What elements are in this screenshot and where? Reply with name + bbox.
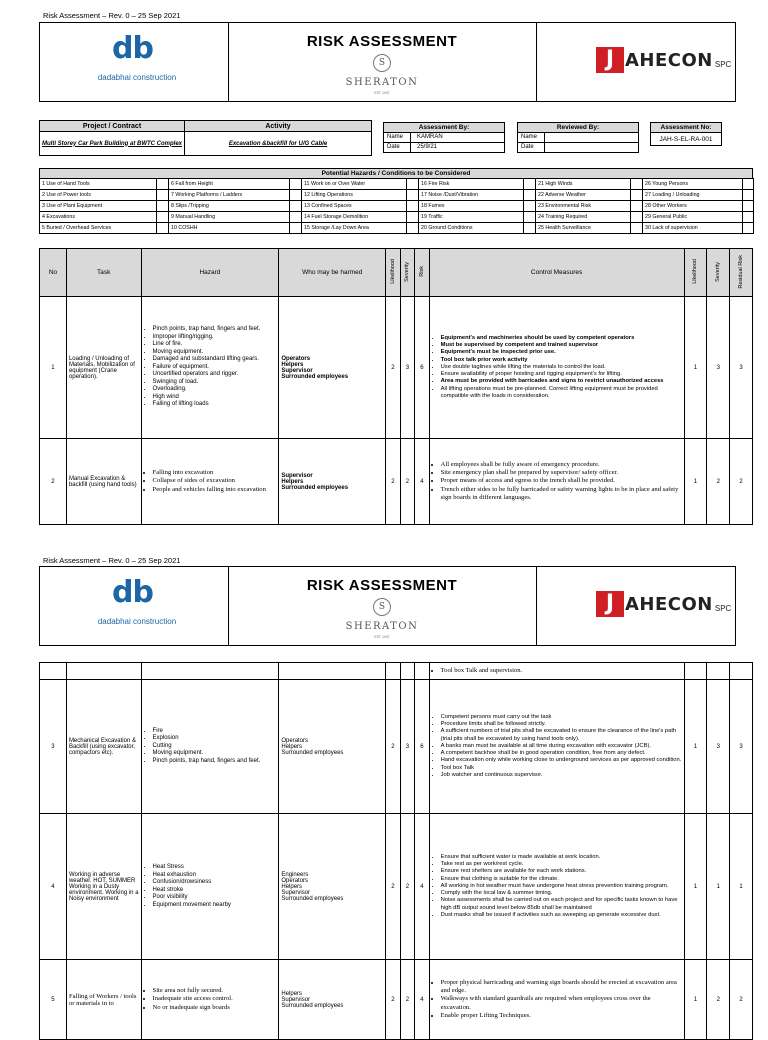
list-item: • Pinch points, trap hand, fingers and feet. (153, 758, 277, 766)
title-block (228, 23, 537, 101)
harmed-party: Surrounded employees (281, 373, 349, 380)
jahecon-suffix: SPC (714, 59, 732, 69)
assessment-no-label: Assessment No: (650, 122, 722, 133)
db-logo-mark: db (112, 575, 153, 610)
list-item: • Equipment's must be inspected prior use. (441, 349, 682, 356)
list-item: • Fire (153, 728, 277, 736)
hazards-row: 4 Excavations 9 Manual Handling 14 Fuel Storage Demolition 19 Traffic 24 Training Required 29 General Public (40, 212, 754, 223)
col-severity: Severity (404, 261, 411, 282)
revision-line: Risk Assessment – Rev. 0 – 25 Sep 2021 (43, 11, 181, 20)
harmed-party: Operators (281, 355, 311, 362)
list-item: • Falling of lifting loads (153, 401, 277, 409)
table-row: 4 Working in adverse weather. HOT, SUMMER Working in a Dusty environment. Working in a Noisy environment • Heat Stress • Heat exhaustion • Confusion/drowsiness • Heat stroke • Poor visibility • Equipment movement nearby Engineers Operators Helpers Supervisor Surrounded employees 2 2 4 • Ensure that sufficient water is made available at work location. • Take rest as per work/rest cycle. • Ensure rest shelters are available for each work stations. • Ensure that clothing is suitable for the climate. • All working in hot weather must have undergone heat stress prevention training program. • Comply with the local law & summer timing. • Noise assessments shall be carried out on each project and for specific tasks known to have high dB output sound level below 85db shall be maintained • Dust masks shall be issued if activities such as sweeping up generate excessive dust. 1 1 1 (40, 814, 753, 960)
list-item: • High wind (153, 394, 277, 402)
list-item: • Uncertified operators and rigger. (153, 371, 277, 379)
list-item: • Line of fire. (153, 341, 277, 349)
table-row: 3 Mechanical Excavation & Backfill (using excavator, compactors etc). • Fire • Explosion • Cutting • Moving equipment. • Pinch points, trap hand, fingers and feet. Operators Helpers Surrounded employees 2 3 6 • Competent persons must carry out the task • Procedure limits shall be followed strictly. • A sufficient numbers of trial pits shall be excavated to ensure the clearance of the line's path (trial pits shall be excavated by using hand tools only). • A banks man must be available at all time during excavation with excavator (JCB). • A competent backhoe shall be in good operation condition, free from any defect. • Hand excavation only while working close to underground services as per approved condition. • Tool box Talk • Job watcher and continuous supervisor. 1 3 3 (40, 680, 753, 814)
list-item: • Proper physical barricading and warning sign boards should be erected at excavation area and edge. (441, 979, 682, 995)
list-item: • Take rest as per work/rest cycle. (441, 861, 682, 868)
document-title: RISK ASSESSMENT (306, 577, 458, 594)
harmed-party: Helpers (281, 743, 303, 750)
list-item: • Pinch points, trap hand, fingers and feet. (153, 326, 277, 334)
col-control: Control Measures (429, 249, 684, 297)
title-block (228, 567, 537, 645)
jahecon-mark-icon: J (596, 47, 624, 73)
col-task: Task (66, 249, 141, 297)
list-item: • Confusion/drowsiness (153, 879, 277, 887)
list-item: • Heat stroke (153, 887, 277, 895)
list-item: • Ensure availability of proper hoisting and rigging equipment's for lifting. (441, 371, 682, 378)
list-item: • Must be supervised by competent and trained supervisor (441, 342, 682, 349)
table-row: 1 Loading / Unloading of Materials, Mobilization of equipment (Crane operation). • Pinch points, trap hand, fingers and feet. • Improper lifting/rigging. • Line of fire. • Moving equipment. • Damaged and substandard lifting gears. • Failure of equipment. • Uncertified operators and rigger. • Swinging of load. • Overloading. • High wind • Falling of lifting loads Operators Helpers Supervisor Surrounded employees 2 3 6 • Equipment's and machineries should be used by competent operators • Must be supervised by competent and trained supervisor • Equipment's must be inspected prior use. • Tool box talk prior work activity • Use double taglines while lifting the materials to control the load. • Ensure availability of proper hoisting and rigging equipment's for lifting. • Area must be provided with barricades and signs to restrict unauthorized access • All lifting operations must be pre-planned. Correct lifting equipment must be provided compatible with the loads in consideration. 1 3 3 (40, 297, 753, 439)
list-item: • No or inadequate sign boards (153, 1004, 277, 1012)
assessed-date-label: Date (383, 142, 411, 153)
harmed-party: Surrounded employees (281, 749, 344, 756)
hazards-row: 3 Use of Plant Equipment 8 Slips /Tripping 13 Confined Spaces 18 Fumes 23 Environmental Risk 28 Other Workers (40, 201, 754, 212)
revision-line-2: Risk Assessment – Rev. 0 – 25 Sep 2021 (43, 556, 181, 565)
list-item: • Comply with the local law & summer timing. (441, 890, 682, 897)
assessed-by-label: Assessment By: (383, 122, 505, 133)
list-item: • Heat Stress (153, 864, 277, 872)
harmed-party: Supervisor (281, 996, 311, 1003)
page-header (39, 22, 736, 102)
list-item: • Ensure that sufficient water is made available at work location. (441, 854, 682, 861)
sheraton-emblem-icon: S (373, 598, 391, 616)
list-item: • People and vehicles falling into excavation (153, 486, 277, 494)
harmed-party: Helpers (281, 990, 303, 997)
list-item: • Falling into excavation (153, 469, 277, 477)
list-item: • Hand excavation only while working close to underground services as per approved condition. (441, 757, 682, 764)
list-item: • Ensure that clothing is suitable for the climate. (441, 876, 682, 883)
page-header-2 (39, 566, 736, 646)
assessed-date: 25/9/21 (410, 142, 505, 153)
jahecon-name: AHECON (625, 593, 713, 615)
reviewed-name-label: Name (517, 132, 545, 143)
sheraton-name: SHERATON (345, 77, 419, 88)
activity-label: Activity (184, 120, 372, 132)
jahecon-mark-icon: J (596, 591, 624, 617)
list-item: • Job watcher and continuous supervisor. (441, 772, 682, 779)
harmed-party: Supervisor (281, 367, 313, 374)
db-logo-name: dadabhai construction (97, 73, 177, 82)
project-label: Project / Contract (39, 120, 185, 132)
list-item: • All employees shall be fully aware of emergency procedure. (441, 461, 682, 469)
list-item: • Equipment movement nearby (153, 902, 277, 910)
harmed-party: Supervisor (281, 472, 313, 479)
activity-value: Excavation &backfill for U/G Cable (184, 131, 372, 156)
list-item: • Explosion (153, 735, 277, 743)
db-logo-mark: db (112, 31, 153, 66)
sheraton-est: EST 1937 (374, 91, 390, 95)
table-row (40, 663, 753, 680)
hazards-table (39, 178, 754, 234)
col-who: Who may be harmed (279, 249, 386, 297)
list-item: • Overloading. (153, 386, 277, 394)
list-item: • Moving equipment. (153, 349, 277, 357)
harmed-party: Supervisor (281, 889, 311, 896)
reviewed-date (544, 142, 639, 153)
list-item: • All working in hot weather must have undergone heat stress prevention training program. (441, 883, 682, 890)
list-item: • Inadequate site access control. (153, 995, 277, 1003)
list-item: • Failure of equipment. (153, 364, 277, 372)
list-item: • Site area not fully secured. (153, 987, 277, 995)
list-item: • Proper means of access and egress to the trench shall be provided. (441, 477, 682, 485)
harmed-party: Operators (281, 737, 309, 744)
list-item: • A banks man must be available at all time during excavation with excavator (JCB). (441, 743, 682, 750)
contractor-logo (536, 23, 735, 101)
hazards-row: 1 Use of Hand Tools 6 Fall from Height 11 Work on or Over Water 16 Fire Risk 21 High Winds 26 Young Persons (40, 179, 754, 190)
list-item: • Tool box Talk and supervision. (441, 667, 682, 675)
assessed-name: KAMRAN (410, 132, 505, 143)
list-item: • Heat exhaustion (153, 872, 277, 880)
col-residual: Residual Risk (738, 254, 745, 289)
list-item: • Collapse of sides of excavation (153, 477, 277, 485)
sheraton-emblem-icon: S (373, 54, 391, 72)
risk-table-page-1 (39, 248, 753, 525)
hazards-title: Potential Hazards / Conditions to be Considered (39, 168, 753, 179)
list-item: • Moving equipment. (153, 750, 277, 758)
col-likelihood: Likelihood (389, 259, 396, 284)
list-item: • Enable proper Lifting Techniques. (441, 1012, 682, 1020)
list-item: • Tool box talk prior work activity (441, 357, 682, 364)
list-item: • A sufficient numbers of trial pits shall be excavated to ensure the clearance of the line's path (trial pits shall be excavated by using hand tools only). (441, 728, 682, 742)
list-item: • Improper lifting/rigging. (153, 334, 277, 342)
col-likelihood-2: Likelihood (692, 259, 699, 284)
assessment-no: JAH-S-EL-RA-001 (650, 132, 722, 146)
sheraton-name: SHERATON (345, 621, 419, 632)
list-item: • Poor visibility (153, 894, 277, 902)
col-severity-2: Severity (715, 261, 722, 282)
harmed-party: Surrounded employees (281, 1002, 344, 1009)
harmed-party: Helpers (281, 361, 304, 368)
col-risk: Risk (418, 266, 425, 277)
harmed-party: Helpers (281, 478, 304, 485)
db-logo-name: dadabhai construction (97, 617, 177, 626)
project-value: Multi Storey Car Park Building at BWTC Complex (39, 131, 185, 156)
list-item: • Competent persons must carry out the task (441, 714, 682, 721)
risk-table-page-2 (39, 662, 753, 1040)
document-title: RISK ASSESSMENT (306, 33, 458, 50)
harmed-party: Operators (281, 877, 309, 884)
harmed-party: Surrounded employees (281, 895, 344, 902)
jahecon-name: AHECON (625, 49, 713, 71)
harmed-party: Surrounded employees (281, 484, 349, 491)
harmed-party: Helpers (281, 883, 303, 890)
hazards-row: 2 Use of Power tools 7 Working Platforms / Ladders 12 Lifting Operations 17 Noise /Dust/Vibration 22 Adverse Weather 27 Loading / Unloading (40, 190, 754, 201)
col-no: No (40, 249, 67, 297)
list-item: • Walkways with standard guardrails are required when employees cross over the excavation. (441, 995, 682, 1011)
list-item: • Noise assessments shall be carried out on each project and for specific tasks known to have high dB output sound level below 85db shall be maintained (441, 897, 682, 911)
col-hazard: Hazard (141, 249, 279, 297)
client-logo (40, 567, 229, 645)
client-logo (40, 23, 229, 101)
harmed-party: Engineers (281, 871, 309, 878)
list-item: • Use double taglines while lifting the materials to control the load. (441, 364, 682, 371)
risk-table-header (40, 249, 753, 297)
table-row: 5 Falling of Workers / tools or materials in to • Site area not fully secured. • Inadequate site access control. • No or inadequate sign boards Helpers Supervisor Surrounded employees 2 2 4 • Proper physical barricading and warning sign boards should be erected at excavation area and edge. • Walkways with standard guardrails are required when employees cross over the excavation. • Enable proper Lifting Techniques. 1 2 2 (40, 960, 753, 1040)
sheraton-est: EST 1937 (374, 635, 390, 639)
list-item: • Tool box Talk (441, 765, 682, 772)
jahecon-suffix: SPC (714, 603, 732, 613)
reviewed-date-label: Date (517, 142, 545, 153)
list-item: • All lifting operations must be pre-planned. Correct lifting equipment must be provided compatible with the loads in consideration. (441, 386, 682, 400)
reviewed-by-label: Reviewed By: (517, 122, 639, 133)
table-row: 2 Manual Excavation & backfill (using hand tools) • Falling into excavation • Collapse of sides of excavation • People and vehicles falling into excavation Supervisor Helpers Surrounded employees 2 2 4 • All employees shall be fully aware of emergency procedure. • Site emergency plan shall be prepared by supervisor/ safety officer. • Proper means of access and egress to the trench shall be provided. • Trench either sides to be fully barricaded or safety warning lights to be in place and safety sign boards in different languages. 1 2 2 (40, 439, 753, 525)
list-item: • Trench either sides to be fully barricaded or safety warning lights to be in place and safety sign boards in different languages. (441, 486, 682, 502)
list-item: • Ensure rest shelters are available for each work stations. (441, 868, 682, 875)
list-item: • A competent backhoe shall be in good operation condition, free from any defect. (441, 750, 682, 757)
list-item: • Damaged and substandard lifting gears. (153, 356, 277, 364)
list-item: • Site emergency plan shall be prepared by supervisor/ safety officer. (441, 469, 682, 477)
list-item: • Procedure limits shall be followed strictly. (441, 721, 682, 728)
assessed-name-label: Name (383, 132, 411, 143)
hazards-row: 5 Buried / Overhead Services 10 COSHH 15 Storage /Lay Down Area 20 Ground Conditions 25 Health Surveillance 30 Lack of supervision (40, 223, 754, 234)
list-item: • Equipment's and machineries should be used by competent operators (441, 335, 682, 342)
list-item: • Area must be provided with barricades and signs to restrict unauthorized access (441, 378, 682, 385)
list-item: • Swinging of load. (153, 379, 277, 387)
list-item: • Dust masks shall be issued if activities such as sweeping up generate excessive dust. (441, 912, 682, 919)
contractor-logo (536, 567, 735, 645)
list-item: • Cutting (153, 743, 277, 751)
